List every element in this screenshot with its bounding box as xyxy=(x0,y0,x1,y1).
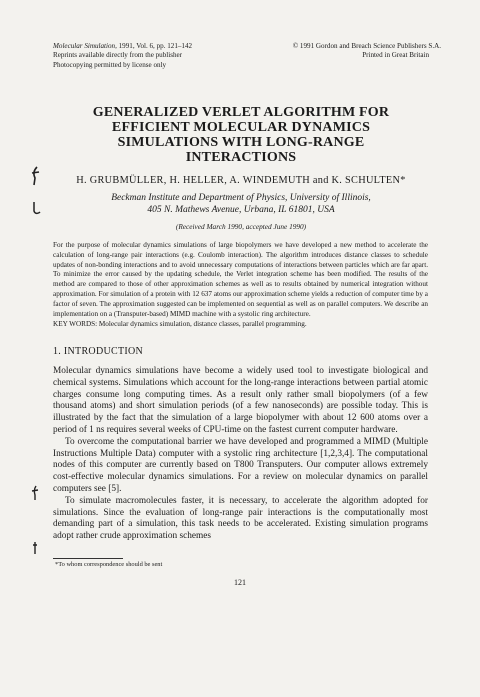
page-number: 121 xyxy=(234,578,246,587)
copyright-notice: © 1991 Gordon and Breach Science Publishers S.A. xyxy=(292,42,441,50)
title-line: INTERACTIONS xyxy=(185,150,297,165)
paragraph: To simulate macromolecules faster, it is necessary, to accelerate the algorithm adopted for simulations. Since the evaluation of long-range pair interactions is the computationally most demanding part of a simulation, this task needs to be accelerated. Existing simulation programs adopt rather crude approximation schemes xyxy=(53,495,428,542)
footnote: *To whom correspondence should be sent xyxy=(55,561,163,568)
title-line: SIMULATIONS WITH LONG-RANGE xyxy=(117,135,365,150)
affiliation xyxy=(55,193,427,216)
section-heading: 1. INTRODUCTION xyxy=(53,346,144,357)
photocopy-notice: Photocopying permitted by license only xyxy=(53,60,167,69)
margin-mark xyxy=(30,485,40,501)
abstract-text: For the purpose of molecular dynamics simulations of large biopolymers we have developed a new method to accelerate the calculation of long-range pair interactions (e.g. Coulomb interaction). The algorithm introduces distance classes to schedule updates of non-bonding interactions and to avoid unnecessary computations of interactions between particles which are far apart. To minimize the error caused by the updating schedule, the Verlet integration scheme has been modified. The results of the method are compared to those of other approximation schemes as well as to results obtained by numerical integration without approximation. For simulation of a protein with 12 637 atoms our approximation scheme yields a reduction of computer time by a factor of seven. The approximation suggested can be implemented on sequential as well as on parallel computers. We describe an implementation on a (Transputer-based) MIMD machine with a systolic ring architecture. xyxy=(53,241,428,318)
paragraph: Molecular dynamics simulations have become a widely used tool to investigate biological and chemical systems. Simulations which account for the long-range interactions between partial atomic charges consume long computing times. As a result only rather small biopolymers (of a few thousand atoms) and short simulation periods (of a few nanoseconds) are possible today. This is illustrated by the fact that the simulation of a large biopolymer with about 12 600 atoms over a period of 1 ns requires several weeks of CPU-time on the fastest current computer hardware. xyxy=(53,366,428,435)
margin-mark xyxy=(30,541,40,555)
abstract xyxy=(53,241,428,319)
author-list: H. GRUBMÜLLER, H. HELLER, A. WINDEMUTH and K. SCHULTEN* xyxy=(76,175,406,186)
title-line: EFFICIENT MOLECULAR DYNAMICS xyxy=(111,120,371,135)
reprints-notice: Reprints available directly from the publisher xyxy=(53,51,183,60)
received-dates: (Received March 1990, accepted June 1990) xyxy=(175,222,307,231)
margin-mark xyxy=(30,200,42,216)
printed-notice: Printed in Great Britain xyxy=(362,51,429,60)
paragraph: To overcome the computational barrier we have developed and programmed a MIMD (Multiple Instructions Multiple Data) computer with a systolic ring architecture [1,2,3,4]. The computational nodes of this computer are currently based on T800 Transputers. Our computer allows extremely cost-effective molecular dynamics simulations. For a review on molecular dynamics on parallel computers see [5]. xyxy=(53,436,428,494)
margin-mark xyxy=(28,165,42,187)
journal-citation: Molecular Simulation, 1991, Vol. 6, pp. 121–142 xyxy=(53,42,193,50)
journal-header xyxy=(53,42,441,70)
keywords: KEY WORDS: Molecular dynamics simulation, distance classes, parallel programming. xyxy=(53,320,307,328)
affiliation-line: 405 N. Mathews Avenue, Urbana, IL 61801, USA xyxy=(147,204,335,215)
title-line: GENERALIZED VERLET ALGORITHM FOR xyxy=(92,105,390,120)
affiliation-line: Beckman Institute and Department of Physics, University of Illinois, xyxy=(111,193,371,203)
paper-title xyxy=(60,105,422,165)
body-text xyxy=(53,366,428,543)
footnote-rule xyxy=(53,558,123,559)
